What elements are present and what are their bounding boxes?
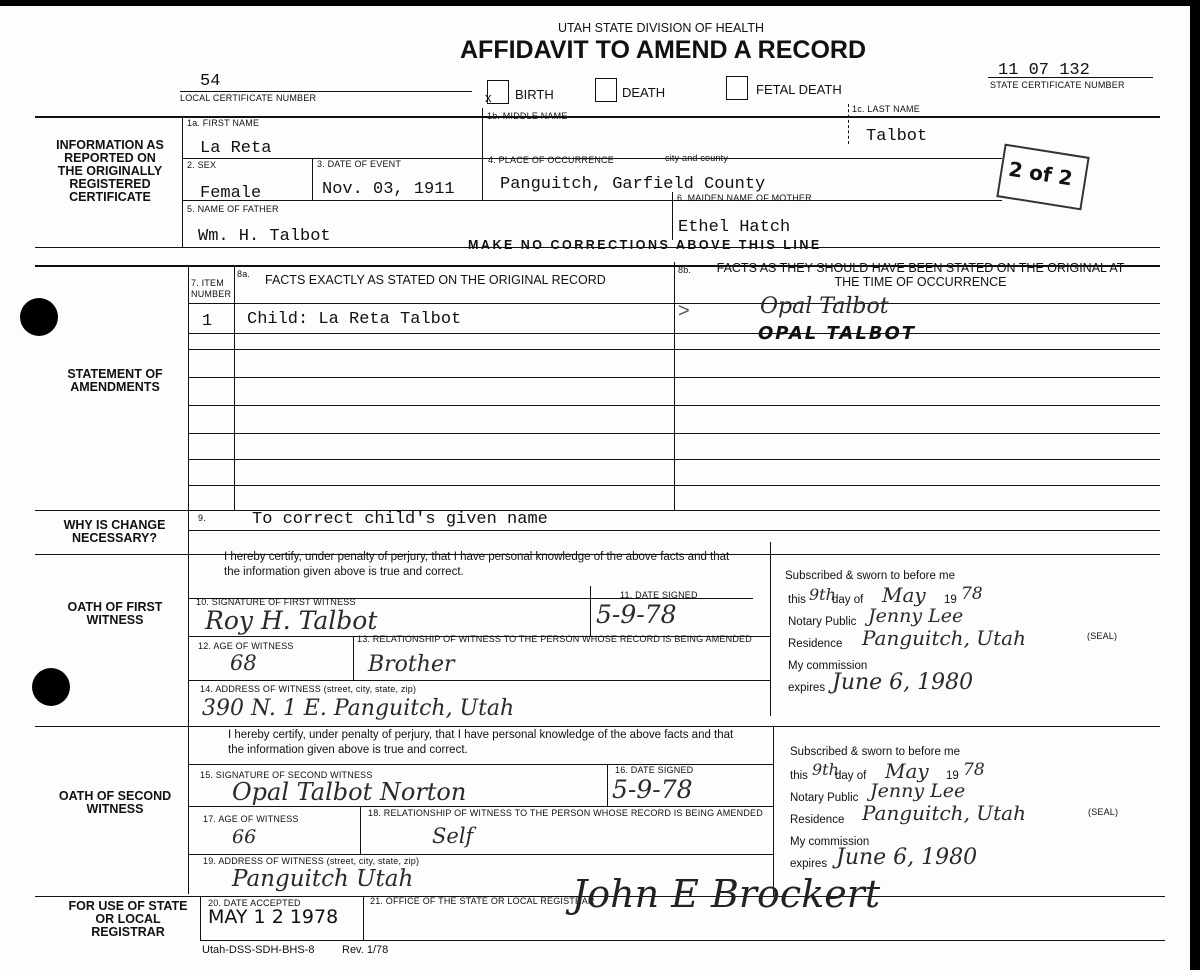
place-value: Panguitch, Garfield County [500, 175, 766, 194]
witness2-signature: Opal Talbot Norton [232, 778, 467, 806]
notary1-year: 78 [961, 584, 983, 604]
notary1-commission: My commission [788, 660, 868, 672]
middle-name-label: 1b. MIDDLE NAME [487, 111, 568, 121]
witness2-date: 5-9-78 [612, 775, 693, 804]
notary1-this: this [788, 594, 806, 606]
mother-label: 6. MAIDEN NAME OF MOTHER [677, 193, 812, 203]
registrar-side-label: FOR USE OF STATE OR LOCAL REGISTRAR [68, 899, 188, 939]
witness2-age: 66 [232, 826, 257, 848]
notary2-commission: My commission [790, 836, 870, 848]
notary2-year-prefix: 19 [946, 770, 959, 782]
first-name-value: La Reta [200, 139, 272, 158]
father-value: Wm. H. Talbot [198, 227, 331, 246]
notary1-subscribed: Subscribed & sworn to before me [785, 570, 956, 582]
notary1-day: 9th [809, 585, 836, 604]
witness1-date: 5-9-78 [596, 600, 677, 629]
witness1-date-label: 11. DATE SIGNED [620, 590, 698, 600]
registrar-signature: John E Brockert [572, 872, 881, 916]
witness1-certify: I hereby certify, under penalty of perjury, that I have personal knowledge of the above facts and that the information given above is true and correct. [224, 551, 730, 578]
notary1-residence-label: Residence [788, 638, 843, 650]
no-corrections-notice: MAKE NO CORRECTIONS ABOVE THIS LINE [468, 238, 822, 252]
date-of-event-label: 3. DATE OF EVENT [317, 159, 402, 169]
birth-label: BIRTH [515, 87, 554, 102]
witness2-address: Panguitch Utah [232, 866, 414, 892]
death-checkbox[interactable] [595, 78, 617, 102]
amend-item-number: 1 [202, 312, 213, 331]
notary2-public-label: Notary Public [790, 792, 859, 804]
page-count-stamp [996, 144, 1089, 211]
amend-corrected-script: Opal Talbot [760, 294, 889, 319]
date-of-event-value: Nov. 03, 1911 [322, 180, 455, 199]
scan-edge-top [0, 0, 1200, 6]
amend-corrected-print: OPAL TALBOT [758, 323, 917, 344]
arrow-mark: > [678, 300, 690, 322]
notary2-month: May [885, 759, 929, 783]
notary2-residence-label: Residence [790, 814, 845, 826]
witness1-signature-label: 10. SIGNATURE OF FIRST WITNESS [196, 597, 356, 607]
witness1-address: 390 N. 1 E. Panguitch, Utah [202, 696, 515, 721]
witness2-certify: I hereby certify, under penalty of perjury, that I have personal knowledge of the above facts and that the information given above is true and correct. [228, 729, 734, 756]
why-side-label: WHY IS CHANGE NECESSARY? [63, 518, 166, 545]
col-8b-num: 8b. [678, 265, 692, 275]
witness2-date-label: 16. DATE SIGNED [615, 765, 694, 775]
sex-value: Female [200, 184, 262, 203]
notary2-expires-label: expires [790, 858, 828, 870]
punch-hole-bottom [32, 668, 70, 706]
notary2-day: 9th [812, 760, 839, 779]
punch-hole-top [20, 298, 58, 336]
form-id: Utah-DSS-SDH-BHS-8 [202, 944, 315, 956]
form-title: AFFIDAVIT TO AMEND A RECORD [460, 36, 867, 64]
notary2-public-signature: Jenny Lee [870, 780, 966, 802]
notary1-month: May [882, 583, 926, 607]
notary2-seal: (SEAL) [1088, 807, 1119, 817]
state-cert-number: 11 07 132 [998, 61, 1090, 80]
state-cert-label: STATE CERTIFICATE NUMBER [990, 80, 1125, 90]
notary1-residence: Panguitch, Utah [862, 626, 1026, 650]
last-name-value: Talbot [866, 127, 928, 146]
col-8b-header: FACTS AS THEY SHOULD HAVE BEEN STATED ON THE ORIGINAL AT THE TIME OF OCCURRENCE [716, 261, 1125, 289]
witness1-age-label: 12. AGE OF WITNESS [198, 641, 294, 651]
local-cert-label: LOCAL CERTIFICATE NUMBER [180, 93, 317, 103]
witness1-age: 68 [230, 651, 257, 675]
first-name-label: 1a. FIRST NAME [187, 118, 260, 128]
local-cert-number: 54 [200, 72, 221, 91]
witness2-address-label: 19. ADDRESS OF WITNESS (street, city, state, zip) [203, 856, 420, 866]
notary1-day-of: day of [832, 594, 864, 606]
why-reason: To correct child's given name [252, 510, 548, 529]
fetal-death-label: FETAL DEATH [756, 82, 842, 97]
witness1-address-label: 14. ADDRESS OF WITNESS (street, city, state, zip) [200, 684, 417, 694]
page-count-stamp-text: 2 of 2 [1007, 156, 1075, 191]
witness1-signature: Roy H. Talbot [205, 606, 378, 635]
witness2-relationship: Self [432, 824, 474, 848]
fetal-death-checkbox[interactable] [726, 76, 748, 100]
col-8a-header: FACTS EXACTLY AS STATED ON THE ORIGINAL RECORD [265, 273, 606, 287]
item-number-header: 7. ITEM NUMBER [191, 278, 232, 299]
place-label: 4. PLACE OF OCCURRENCE [488, 155, 614, 165]
witness2-signature-label: 15. SIGNATURE OF SECOND WITNESS [200, 770, 373, 780]
scan-edge-right [1190, 0, 1200, 970]
father-label: 5. NAME OF FATHER [187, 204, 279, 214]
birth-check-mark: x [485, 90, 492, 105]
witness1-relationship-label: 13. RELATIONSHIP OF WITNESS TO THE PERSON WHOSE RECORD IS BEING AMENDED [357, 634, 752, 644]
amend-original-fact: Child: La Reta Talbot [247, 310, 462, 329]
agency-name: UTAH STATE DIVISION OF HEALTH [558, 21, 765, 35]
notary2-this: this [790, 770, 808, 782]
date-accepted-stamp: MAY 1 2 1978 [208, 906, 339, 928]
notary2-day-of: day of [835, 770, 867, 782]
notary2-residence: Panguitch, Utah [862, 801, 1026, 825]
birth-checkbox[interactable] [487, 80, 509, 104]
last-name-label: 1c. LAST NAME [852, 104, 920, 114]
sex-label: 2. SEX [187, 160, 217, 170]
witness1-relationship: Brother [368, 652, 455, 677]
notary2-subscribed: Subscribed & sworn to before me [790, 746, 961, 758]
notary1-seal: (SEAL) [1087, 631, 1118, 641]
witness1-side-label: OATH OF FIRST WITNESS [67, 600, 163, 627]
notary1-year-prefix: 19 [944, 594, 957, 606]
col-8a-num: 8a. [237, 269, 251, 279]
death-label: DEATH [622, 85, 666, 100]
notary1-expires: June 6, 1980 [832, 670, 974, 695]
mother-value: Ethel Hatch [678, 218, 791, 237]
why-num: 9. [198, 513, 206, 523]
witness2-age-label: 17. AGE OF WITNESS [203, 814, 299, 824]
notary1-public-label: Notary Public [788, 616, 857, 628]
place-hint: city and county [665, 153, 729, 163]
date-accepted-label: 20. DATE ACCEPTED [208, 898, 301, 908]
registrar-office-label: 21. OFFICE OF THE STATE OR LOCAL REGISTRAR [370, 896, 595, 906]
original-info-side-label: INFORMATION AS REPORTED ON THE ORIGINALLY REGISTERED CERTIFICATE [56, 138, 164, 204]
form-rev: Rev. 1/78 [342, 944, 389, 956]
notary2-year: 78 [963, 760, 985, 780]
notary1-public-signature: Jenny Lee [868, 605, 964, 627]
notary2-expires: June 6, 1980 [836, 845, 978, 870]
amendments-side-label: STATEMENT OF AMENDMENTS [67, 367, 163, 394]
notary1-expires-label: expires [788, 682, 826, 694]
witness2-side-label: OATH OF SECOND WITNESS [58, 789, 172, 816]
witness2-relationship-label: 18. RELATIONSHIP OF WITNESS TO THE PERSON WHOSE RECORD IS BEING AMENDED [368, 808, 763, 818]
